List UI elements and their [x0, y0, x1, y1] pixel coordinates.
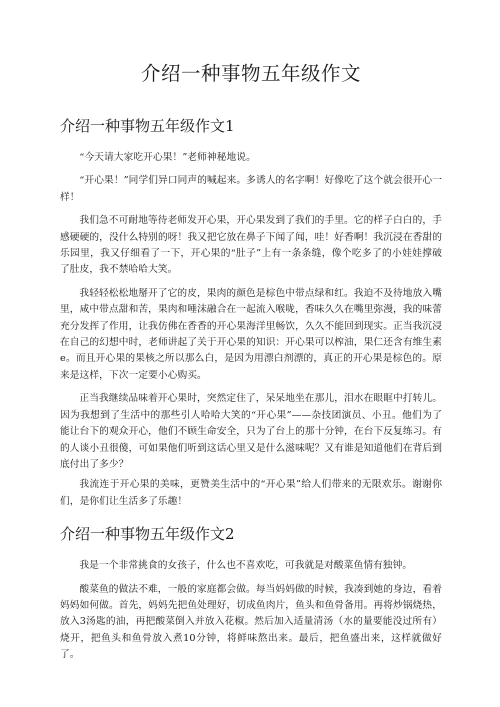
section-heading-2: 介绍一种事物五年级作文2: [60, 525, 235, 544]
paragraph: “开心果！”同学们异口同声的喊起来。多诱人的名字啊！好像吃了这个就会很开心一样！: [60, 175, 442, 203]
paragraph: 我流连于开心果的美味，更赞美生活中的“开心果”给人们带来的无限欢乐。谢谢你们，是你们让生活多了乐趣！: [60, 479, 442, 507]
document-title: 介绍一种事物五年级作文: [140, 62, 361, 85]
section-heading-1: 介绍一种事物五年级作文1: [60, 117, 235, 135]
paragraph: “今天请大家吃开心果！”老师神秘地说。: [79, 152, 256, 163]
paragraph: 我们急不可耐地等待老师发开心果，开心果发到了我们的手里。它的样子白白的，手感硬硬的，没什么特别的呀！我又把它放在鼻子下闻了闻，哇！好香啊！我沉浸在香甜的乐园里，我又仔细看了一下，开心果的“肚子”上有一条条缝，像个吃多了的小娃娃撑破了肚皮，我不禁哈哈大笑。: [60, 215, 442, 276]
paragraph: 酸菜鱼的做法不难，一般的家庭都会做。每当妈妈做的时候，我凑到她的身边，看着妈妈如何做。首先，妈妈先把鱼处理好，切成鱼肉片，鱼头和鱼骨备用。再将炒锅烧热，放入3汤匙的油，再把酸菜倒入并放入花椒。然后加入适量清汤（水的量要能没过所有）烧开，把鱼头和鱼骨放入煮10分钟，将鲜味熬出来。最后，把鱼盛出来，这样就做好了。: [60, 583, 442, 661]
paragraph: 我轻轻松松地掰开了它的皮，果肉的颜色是棕色中带点绿和红。我迫不及待地放入嘴里，咸中带点甜和苦，果肉和唾沫融合在一起流入喉咙，香味久久在嘴里弥漫，我的味蕾充分发挥了作用，让我仿佛在香香的开心果海洋里畅饮，久久不能回到现实。正当我沉浸在自己的幻想中时，老师讲起了关于开心果的知识：开心果可以榨油，果仁还含有维生素e。而且开心果的果核之所以那么白，是因为用漂白剂漂的，真正的开心果是棕色的。原来是这样，下次一定要小心购买。: [60, 287, 442, 381]
paragraph: 我是一个非常挑食的女孩子，什么也不喜欢吃，可我就是对酸菜鱼情有独钟。: [79, 560, 413, 572]
paragraph: 正当我继续品味着开心果时，突然定住了，呆呆地坐在那儿，泪水在眼眶中打转儿。因为我想到了生活中的那些引人哈哈大笑的“开心果”——杂技团演员、小丑。他们为了能让台下的观众开心，他们不顾生命安全，只为了台上的那十分钟，在台下反复练习。有的人谈小丑很傻，可如果他们听到这话心里又是什么滋味呢？又有谁是知道他们在背后到底付出了多少？: [60, 393, 442, 470]
